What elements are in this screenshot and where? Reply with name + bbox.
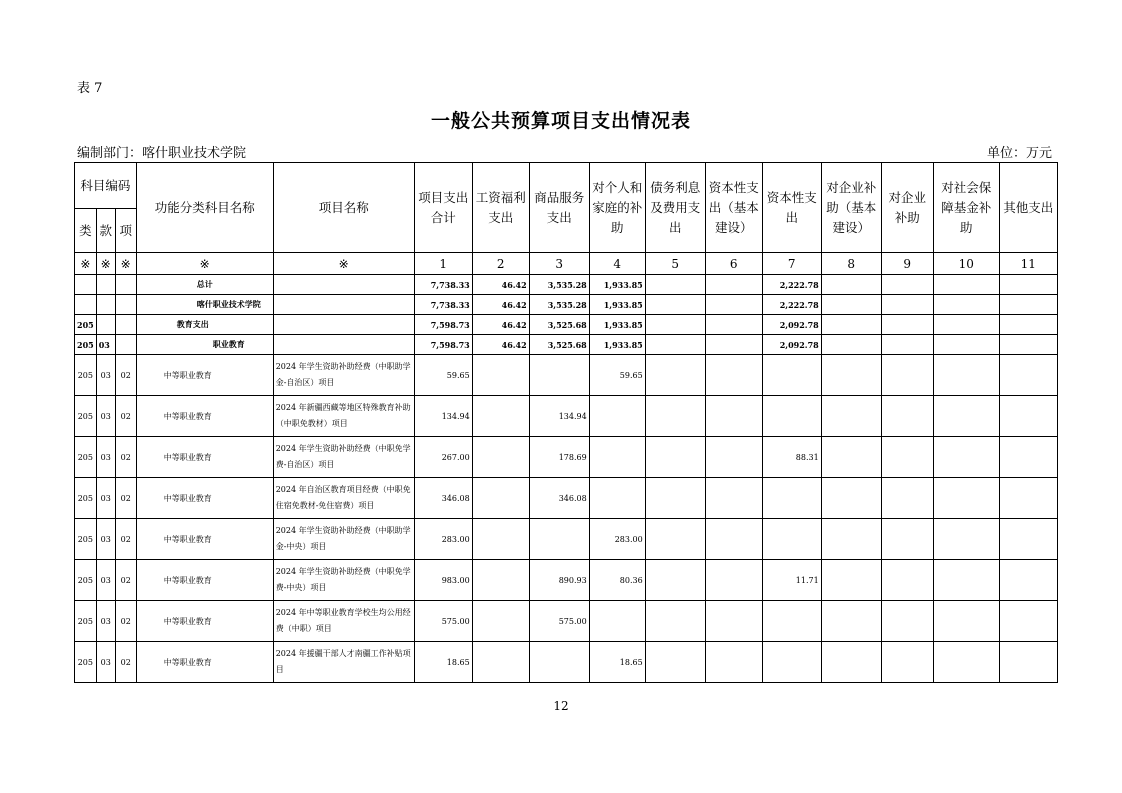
department-label: 编制部门：喀什职业技术学院 [77, 146, 247, 161]
header-col-7: 资本性支出 [762, 163, 821, 253]
value-cell [933, 519, 999, 560]
project-name-cell: 2024 年中等职业教育学校生均公用经费（中职）项目 [273, 601, 414, 642]
value-cell [705, 642, 762, 683]
value-cell [529, 642, 589, 683]
value-cell [881, 437, 933, 478]
value-cell [762, 478, 821, 519]
value-cell: 2,092.78 [762, 315, 821, 335]
value-cell [821, 601, 881, 642]
value-cell [933, 601, 999, 642]
value-cell [821, 642, 881, 683]
value-cell [645, 396, 705, 437]
value-cell: 7,598.73 [414, 335, 472, 355]
header-col-8: 对企业补助（基本建设） [821, 163, 881, 253]
table-row [75, 478, 1058, 519]
func-name-cell: 总计 [136, 275, 273, 295]
project-name-cell: 2024 年新疆西藏等地区特殊教育补助（中职免教材）项目 [273, 396, 414, 437]
value-cell [821, 355, 881, 396]
value-cell [881, 335, 933, 355]
table-row [75, 396, 1058, 437]
kuan-cell [96, 275, 115, 295]
value-cell [762, 642, 821, 683]
kuan-cell: 03 [96, 437, 115, 478]
value-cell [645, 519, 705, 560]
value-cell [999, 478, 1057, 519]
header-lei: 类 [75, 209, 97, 253]
value-cell [705, 295, 762, 315]
lei-cell: 205 [75, 335, 97, 355]
lei-cell: 205 [75, 601, 97, 642]
value-cell: 11.71 [762, 560, 821, 601]
value-cell [881, 315, 933, 335]
value-cell: 46.42 [472, 275, 529, 295]
value-cell: 18.65 [414, 642, 472, 683]
value-cell: 59.65 [589, 355, 645, 396]
kuan-cell: 03 [96, 519, 115, 560]
value-cell [821, 478, 881, 519]
value-cell: 80.36 [589, 560, 645, 601]
value-cell [645, 315, 705, 335]
func-name-cell: 教育支出 [136, 315, 273, 335]
value-cell [881, 642, 933, 683]
header-col-6: 资本性支出（基本建设） [705, 163, 762, 253]
value-cell [881, 295, 933, 315]
value-cell: 2,222.78 [762, 295, 821, 315]
func-name-cell: 中等职业教育 [136, 437, 273, 478]
func-name-cell: 中等职业教育 [136, 478, 273, 519]
value-cell [821, 437, 881, 478]
value-cell [472, 642, 529, 683]
index-cell: 7 [762, 253, 821, 275]
project-name-cell: 2024 年援疆干部人才南疆工作补贴项目 [273, 642, 414, 683]
value-cell [999, 315, 1057, 335]
summary-row [75, 335, 1058, 355]
value-cell [999, 295, 1057, 315]
index-cell: ※ [115, 253, 136, 275]
index-cell: 9 [881, 253, 933, 275]
project-name-cell: 2024 年自治区教育项目经费（中职免住宿免教材-免住宿费）项目 [273, 478, 414, 519]
kuan-cell: 03 [96, 642, 115, 683]
value-cell [645, 275, 705, 295]
value-cell: 283.00 [589, 519, 645, 560]
header-func-name: 功能分类科目名称 [136, 163, 273, 253]
xiang-cell: 02 [115, 396, 136, 437]
value-cell [821, 295, 881, 315]
value-cell: 3,535.28 [529, 275, 589, 295]
table-row [75, 519, 1058, 560]
index-cell: 10 [933, 253, 999, 275]
value-cell: 88.31 [762, 437, 821, 478]
value-cell [999, 437, 1057, 478]
header-col-3: 商品服务支出 [529, 163, 589, 253]
value-cell [821, 315, 881, 335]
unit-label: 单位：万元 [986, 146, 1052, 161]
value-cell [472, 519, 529, 560]
value-cell: 3,525.68 [529, 335, 589, 355]
lei-cell: 205 [75, 315, 97, 335]
page-title: 一般公共预算项目支出情况表 [430, 110, 691, 132]
value-cell [999, 601, 1057, 642]
value-cell [472, 601, 529, 642]
value-cell [645, 335, 705, 355]
index-cell: 3 [529, 253, 589, 275]
func-name-cell: 中等职业教育 [136, 560, 273, 601]
value-cell: 267.00 [414, 437, 472, 478]
value-cell: 7,598.73 [414, 315, 472, 335]
lei-cell: 205 [75, 396, 97, 437]
kuan-cell: 03 [96, 396, 115, 437]
header-xiang: 项 [115, 209, 136, 253]
func-name-cell: 中等职业教育 [136, 601, 273, 642]
table-row [75, 437, 1058, 478]
table-row [75, 601, 1058, 642]
project-name-cell: 2024 年学生资助补助经费（中职助学金-自治区）项目 [273, 355, 414, 396]
value-cell [472, 478, 529, 519]
kuan-cell: 03 [96, 335, 115, 355]
value-cell: 1,933.85 [589, 335, 645, 355]
value-cell [881, 478, 933, 519]
value-cell [933, 295, 999, 315]
summary-row [75, 295, 1058, 315]
xiang-cell: 02 [115, 601, 136, 642]
index-cell: ※ [273, 253, 414, 275]
value-cell [762, 396, 821, 437]
header-kuan: 款 [96, 209, 115, 253]
value-cell: 890.93 [529, 560, 589, 601]
func-name-cell: 中等职业教育 [136, 355, 273, 396]
value-cell [881, 560, 933, 601]
project-name-cell [273, 275, 414, 295]
value-cell [933, 437, 999, 478]
value-cell [705, 437, 762, 478]
value-cell [645, 560, 705, 601]
header-col-10: 对社会保障基金补助 [933, 163, 999, 253]
index-cell: ※ [136, 253, 273, 275]
header-code-group: 科目编码 [75, 163, 137, 209]
header-proj-name: 项目名称 [273, 163, 414, 253]
xiang-cell: 02 [115, 478, 136, 519]
value-cell [999, 355, 1057, 396]
value-cell [881, 519, 933, 560]
index-cell: 6 [705, 253, 762, 275]
func-name-cell: 职业教育 [136, 335, 273, 355]
value-cell [933, 315, 999, 335]
value-cell: 46.42 [472, 315, 529, 335]
header-col-5: 债务利息及费用支出 [645, 163, 705, 253]
project-name-cell: 2024 年学生资助补助经费（中职助学金-中央）项目 [273, 519, 414, 560]
value-cell [472, 437, 529, 478]
header-col-9: 对企业补助 [881, 163, 933, 253]
value-cell: 575.00 [529, 601, 589, 642]
index-cell: ※ [96, 253, 115, 275]
value-cell [705, 519, 762, 560]
xiang-cell: 02 [115, 560, 136, 601]
value-cell [472, 355, 529, 396]
value-cell: 575.00 [414, 601, 472, 642]
index-row [75, 253, 1058, 275]
project-name-cell [273, 315, 414, 335]
xiang-cell [115, 315, 136, 335]
value-cell: 983.00 [414, 560, 472, 601]
lei-cell: 205 [75, 437, 97, 478]
value-cell [645, 478, 705, 519]
index-cell: 2 [472, 253, 529, 275]
value-cell: 134.94 [529, 396, 589, 437]
value-cell [821, 396, 881, 437]
value-cell [645, 295, 705, 315]
value-cell [529, 519, 589, 560]
lei-cell [75, 275, 97, 295]
kuan-cell [96, 315, 115, 335]
summary-row [75, 275, 1058, 295]
value-cell [933, 275, 999, 295]
value-cell [705, 335, 762, 355]
value-cell [933, 478, 999, 519]
value-cell: 346.08 [414, 478, 472, 519]
value-cell [881, 396, 933, 437]
value-cell [881, 355, 933, 396]
index-cell: 1 [414, 253, 472, 275]
value-cell [645, 601, 705, 642]
lei-cell [75, 295, 97, 315]
value-cell [999, 642, 1057, 683]
project-name-cell: 2024 年学生资助补助经费（中职免学费-中央）项目 [273, 560, 414, 601]
value-cell: 18.65 [589, 642, 645, 683]
index-cell: 8 [821, 253, 881, 275]
value-cell: 178.69 [529, 437, 589, 478]
value-cell: 7,738.33 [414, 275, 472, 295]
value-cell [472, 396, 529, 437]
index-cell: 11 [999, 253, 1057, 275]
xiang-cell: 02 [115, 519, 136, 560]
value-cell [762, 601, 821, 642]
value-cell: 1,933.85 [589, 275, 645, 295]
value-cell [821, 335, 881, 355]
value-cell: 3,535.28 [529, 295, 589, 315]
value-cell: 283.00 [414, 519, 472, 560]
func-name-cell: 中等职业教育 [136, 519, 273, 560]
value-cell [705, 315, 762, 335]
value-cell: 2,092.78 [762, 335, 821, 355]
xiang-cell [115, 335, 136, 355]
header-col-4: 对个人和家庭的补助 [589, 163, 645, 253]
value-cell: 346.08 [529, 478, 589, 519]
func-name-cell: 喀什职业技术学院 [136, 295, 273, 315]
value-cell [589, 437, 645, 478]
header-col-1: 项目支出合计 [414, 163, 472, 253]
xiang-cell: 02 [115, 642, 136, 683]
summary-row [75, 315, 1058, 335]
project-name-cell [273, 295, 414, 315]
index-cell: 5 [645, 253, 705, 275]
page-number: 12 [553, 699, 569, 713]
value-cell [999, 396, 1057, 437]
value-cell [705, 601, 762, 642]
value-cell [705, 478, 762, 519]
table-number: 表 7 [77, 81, 103, 96]
lei-cell: 205 [75, 519, 97, 560]
value-cell [589, 478, 645, 519]
value-cell [933, 396, 999, 437]
kuan-cell: 03 [96, 560, 115, 601]
value-cell [705, 396, 762, 437]
value-cell [933, 355, 999, 396]
value-cell [881, 601, 933, 642]
lei-cell: 205 [75, 560, 97, 601]
value-cell: 3,525.68 [529, 315, 589, 335]
value-cell [881, 275, 933, 295]
value-cell [705, 355, 762, 396]
lei-cell: 205 [75, 642, 97, 683]
index-cell: 4 [589, 253, 645, 275]
value-cell: 2,222.78 [762, 275, 821, 295]
value-cell: 7,738.33 [414, 295, 472, 315]
value-cell [999, 560, 1057, 601]
project-name-cell: 2024 年学生资助补助经费（中职免学费-自治区）项目 [273, 437, 414, 478]
table-row [75, 642, 1058, 683]
kuan-cell: 03 [96, 601, 115, 642]
table-row [75, 560, 1058, 601]
value-cell [933, 642, 999, 683]
value-cell [762, 355, 821, 396]
lei-cell: 205 [75, 355, 97, 396]
value-cell [705, 275, 762, 295]
value-cell: 46.42 [472, 295, 529, 315]
value-cell [645, 437, 705, 478]
header-col-11: 其他支出 [999, 163, 1057, 253]
kuan-cell: 03 [96, 478, 115, 519]
kuan-cell: 03 [96, 355, 115, 396]
value-cell [589, 601, 645, 642]
budget-table [74, 162, 1058, 683]
value-cell [933, 560, 999, 601]
xiang-cell [115, 295, 136, 315]
func-name-cell: 中等职业教育 [136, 642, 273, 683]
value-cell [529, 355, 589, 396]
xiang-cell: 02 [115, 355, 136, 396]
xiang-cell: 02 [115, 437, 136, 478]
value-cell: 1,933.85 [589, 315, 645, 335]
value-cell [589, 396, 645, 437]
value-cell [472, 560, 529, 601]
func-name-cell: 中等职业教育 [136, 396, 273, 437]
kuan-cell [96, 295, 115, 315]
value-cell [933, 335, 999, 355]
value-cell [645, 355, 705, 396]
value-cell [821, 560, 881, 601]
value-cell [821, 519, 881, 560]
project-name-cell [273, 335, 414, 355]
value-cell [705, 560, 762, 601]
table-row [75, 355, 1058, 396]
value-cell [762, 519, 821, 560]
value-cell [999, 335, 1057, 355]
index-cell: ※ [75, 253, 97, 275]
value-cell: 134.94 [414, 396, 472, 437]
value-cell [999, 275, 1057, 295]
value-cell [645, 642, 705, 683]
value-cell: 1,933.85 [589, 295, 645, 315]
value-cell [821, 275, 881, 295]
value-cell: 46.42 [472, 335, 529, 355]
value-cell [999, 519, 1057, 560]
value-cell: 59.65 [414, 355, 472, 396]
header-col-2: 工资福利支出 [472, 163, 529, 253]
xiang-cell [115, 275, 136, 295]
lei-cell: 205 [75, 478, 97, 519]
